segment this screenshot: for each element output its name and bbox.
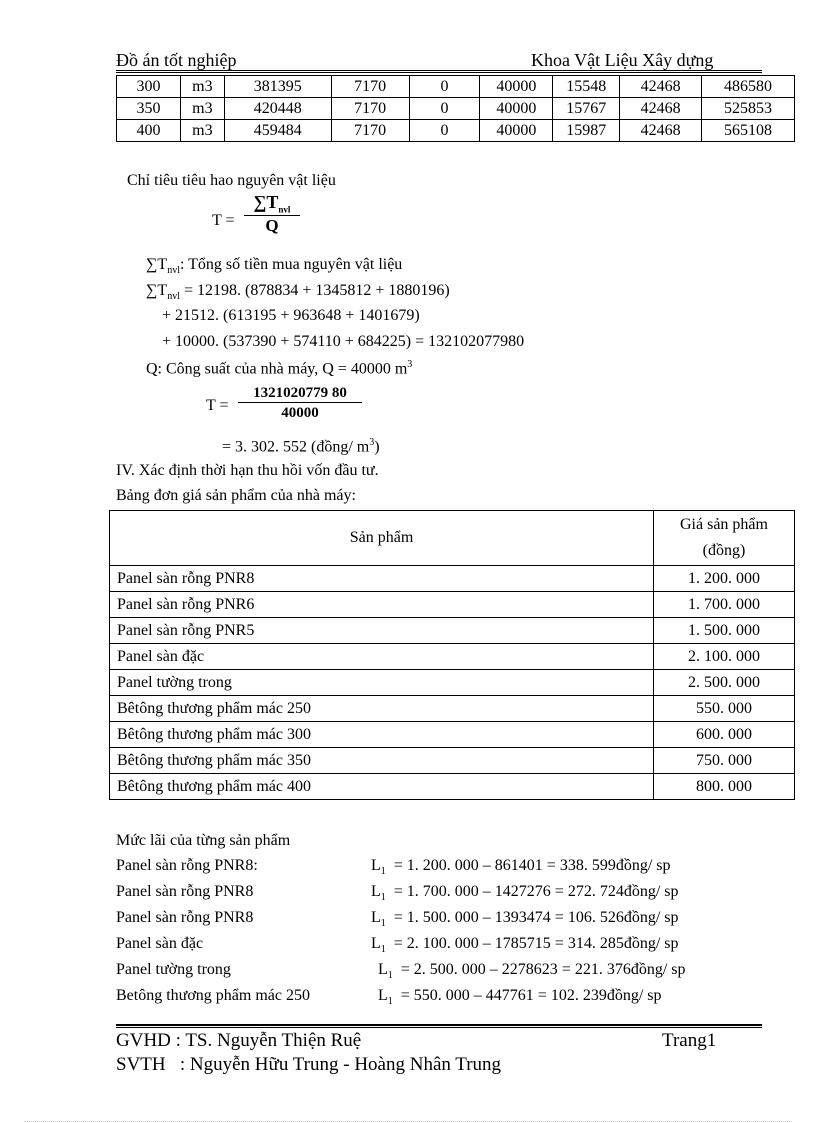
- table-row: [110, 592, 795, 618]
- result-sup: 3: [369, 437, 375, 448]
- table-cell: 42468: [620, 76, 702, 98]
- profit-formula: = 1. 200. 000 – 861401 = 338. 599đồng/ sp: [393, 857, 671, 874]
- result-end: ): [374, 438, 380, 456]
- sum-symbol: ∑T: [146, 282, 168, 299]
- table-cell: 486580: [702, 76, 795, 98]
- table-row: [110, 566, 795, 592]
- table-cell: 7170: [331, 98, 409, 120]
- table-row: [110, 696, 795, 722]
- table-cell: 15548: [553, 76, 620, 98]
- profit-label: Panel sàn rỗng PNR8: [116, 883, 254, 900]
- price-cell: 1. 700. 000: [654, 592, 795, 618]
- profit-symbol: L: [378, 987, 388, 1004]
- sum-line-3: + 10000. (537390 + 574110 + 684225) = 132102077980: [162, 333, 525, 350]
- table-row: [110, 618, 795, 644]
- capacity-text: Q: Công suất của nhà máy, Q = 40000 m: [146, 360, 408, 378]
- price-cell: 550. 000: [654, 696, 795, 722]
- profit-sub: 1: [380, 866, 386, 878]
- price-cell: 600. 000: [654, 722, 795, 748]
- table-cell: 350: [117, 98, 181, 120]
- profit-label: Panel sàn rỗng PNR8: [116, 909, 254, 926]
- table-cell: 7170: [331, 76, 409, 98]
- profit-sub: 1: [387, 996, 393, 1008]
- section-iv-title: IV. Xác định thời hạn thu hồi vốn đầu tư.: [116, 462, 379, 479]
- calc-lhs: T =: [206, 397, 229, 414]
- profit-sub: 1: [380, 892, 386, 904]
- table-row: [110, 644, 795, 670]
- table-cell: 40000: [480, 76, 553, 98]
- table-cell: m3: [180, 76, 224, 98]
- capacity-sup: 3: [407, 359, 413, 370]
- definition-symbol: ∑T: [146, 256, 168, 273]
- table-cell: 0: [409, 76, 480, 98]
- calc-fraction: [238, 385, 362, 422]
- price-cell: 1. 500. 000: [654, 618, 795, 644]
- table-cell: 381395: [224, 76, 331, 98]
- price-cell: 1. 200. 000: [654, 566, 795, 592]
- capacity-line: [146, 359, 412, 378]
- header-title-left: Đồ án tốt nghiệp: [116, 50, 237, 70]
- profit-formula: = 2. 100. 000 – 1785715 = 314. 285đồng/ sp: [393, 935, 679, 952]
- table-cell: m3: [180, 98, 224, 120]
- sum-line-2: + 21512. (613195 + 963648 + 1401679): [162, 307, 420, 324]
- table-cell: 525853: [702, 98, 795, 120]
- profit-label: Panel sàn đặc: [116, 935, 204, 952]
- table-row: [117, 98, 795, 120]
- table-row: [117, 120, 795, 142]
- calc-denominator: 40000: [281, 405, 319, 421]
- table-cell: 0: [409, 120, 480, 142]
- table-cell: 459484: [224, 120, 331, 142]
- profit-formula: = 1. 500. 000 – 1393474 = 106. 526đồng/ sp: [393, 909, 679, 926]
- profit-sub: 1: [380, 944, 386, 956]
- table-cell: 40000: [480, 98, 553, 120]
- profit-label: Panel tường trong: [116, 961, 231, 978]
- table-row: [110, 722, 795, 748]
- profit-symbol: L: [378, 961, 388, 978]
- table-row: [110, 670, 795, 696]
- header-rule: [116, 70, 762, 73]
- price-cell: 800. 000: [654, 774, 795, 800]
- profit-expression: [378, 987, 662, 1007]
- formula-numerator-symbol: ∑T: [253, 192, 279, 212]
- price-cell: 2. 500. 000: [654, 670, 795, 696]
- table-row: [110, 774, 795, 800]
- table-cell: 565108: [702, 120, 795, 142]
- result-text: = 3. 302. 552 (đồng/ m: [222, 438, 370, 456]
- product-cell: Bêtông thương phẩm mác 300: [110, 722, 654, 748]
- table-cell: 400: [117, 120, 181, 142]
- profit-expression: [371, 935, 679, 955]
- consumption-heading: Chỉ tiêu tiêu hao nguyên vật liệu: [127, 172, 336, 189]
- product-cell: Panel sàn đặc: [110, 644, 654, 670]
- table-cell: 42468: [620, 120, 702, 142]
- profit-label: Panel sàn rỗng PNR8:: [116, 857, 258, 874]
- sum-expression-1: = 12198. (878834 + 1345812 + 1880196): [179, 282, 450, 299]
- footer-advisor: GVHD : TS. Nguyễn Thiện Ruệ: [116, 1030, 362, 1051]
- table-row: [110, 748, 795, 774]
- product-cell: Panel sàn rỗng PNR8: [110, 566, 654, 592]
- product-cell: Panel tường trong: [110, 670, 654, 696]
- column-header-price: [654, 511, 795, 566]
- profit-symbol: L: [371, 909, 381, 926]
- table-cell: 40000: [480, 120, 553, 142]
- sum-line-1: [146, 282, 450, 302]
- price-cell: 750. 000: [654, 748, 795, 774]
- profit-symbol: L: [371, 935, 381, 952]
- definition-sub: nvl: [167, 265, 180, 277]
- result-line: [222, 437, 380, 456]
- profit-symbol: L: [371, 857, 381, 874]
- product-cell: Bêtông thương phẩm mác 250: [110, 696, 654, 722]
- table-header-row: [110, 511, 795, 566]
- definition-text: : Tổng số tiền mua nguyên vật liệu: [179, 256, 403, 273]
- profit-heading: Mức lãi của từng sản phẩm: [116, 832, 291, 849]
- table-cell: 0: [409, 98, 480, 120]
- profit-symbol: L: [371, 883, 381, 900]
- footer-rule: [116, 1024, 762, 1028]
- product-cell: Panel sàn rỗng PNR6: [110, 592, 654, 618]
- top-data-table: [116, 75, 795, 142]
- footer-students: SVTH : Nguyễn Hữu Trung - Hoàng Nhân Trung: [116, 1054, 502, 1075]
- table-cell: 420448: [224, 98, 331, 120]
- profit-label: Betông thương phẩm mác 250: [116, 987, 310, 1004]
- profit-sub: 1: [387, 970, 393, 982]
- definition-line: [146, 256, 402, 276]
- table-cell: 15767: [553, 98, 620, 120]
- product-cell: Panel sàn rỗng PNR5: [110, 618, 654, 644]
- profit-sub: 1: [380, 918, 386, 930]
- header-title-right: Khoa Vật Liệu Xây dựng: [531, 50, 714, 70]
- price-table: [109, 510, 795, 800]
- profit-expression: [378, 961, 686, 981]
- product-cell: Bêtông thương phẩm mác 350: [110, 748, 654, 774]
- product-cell: Bêtông thương phẩm mác 400: [110, 774, 654, 800]
- table-cell: 7170: [331, 120, 409, 142]
- profit-formula: = 550. 000 – 447761 = 102. 239đồng/ sp: [400, 987, 662, 1004]
- sum-sub: nvl: [167, 291, 180, 303]
- table-cell: m3: [180, 120, 224, 142]
- formula-lhs: T =: [212, 212, 235, 229]
- formula-denominator: Q: [265, 215, 279, 235]
- footer-page-number: Trang1: [662, 1030, 717, 1051]
- table-cell: 42468: [620, 98, 702, 120]
- page-bottom-divider: [24, 1121, 792, 1122]
- price-cell: 2. 100. 000: [654, 644, 795, 670]
- column-header-price-line1: Giá sản phẩm: [680, 516, 768, 533]
- formula-numerator: [244, 192, 300, 216]
- profit-formula: = 1. 700. 000 – 1427276 = 272. 724đồng/ sp: [393, 883, 679, 900]
- profit-expression: [371, 909, 679, 929]
- price-table-caption: Bảng đơn giá sản phẩm của nhà máy:: [116, 487, 356, 504]
- column-header-product: Sản phẩm: [110, 511, 654, 566]
- formula-fraction: [244, 192, 300, 236]
- column-header-price-line2: (đồng): [702, 542, 746, 559]
- table-cell: 300: [117, 76, 181, 98]
- formula-numerator-sub: nvl: [278, 204, 291, 215]
- table-cell: 15987: [553, 120, 620, 142]
- calc-numerator: 1321020779 80: [238, 385, 362, 403]
- table-row: [117, 76, 795, 98]
- profit-expression: [371, 857, 671, 877]
- profit-expression: [371, 883, 679, 903]
- profit-formula: = 2. 500. 000 – 2278623 = 221. 376đồng/ sp: [400, 961, 686, 978]
